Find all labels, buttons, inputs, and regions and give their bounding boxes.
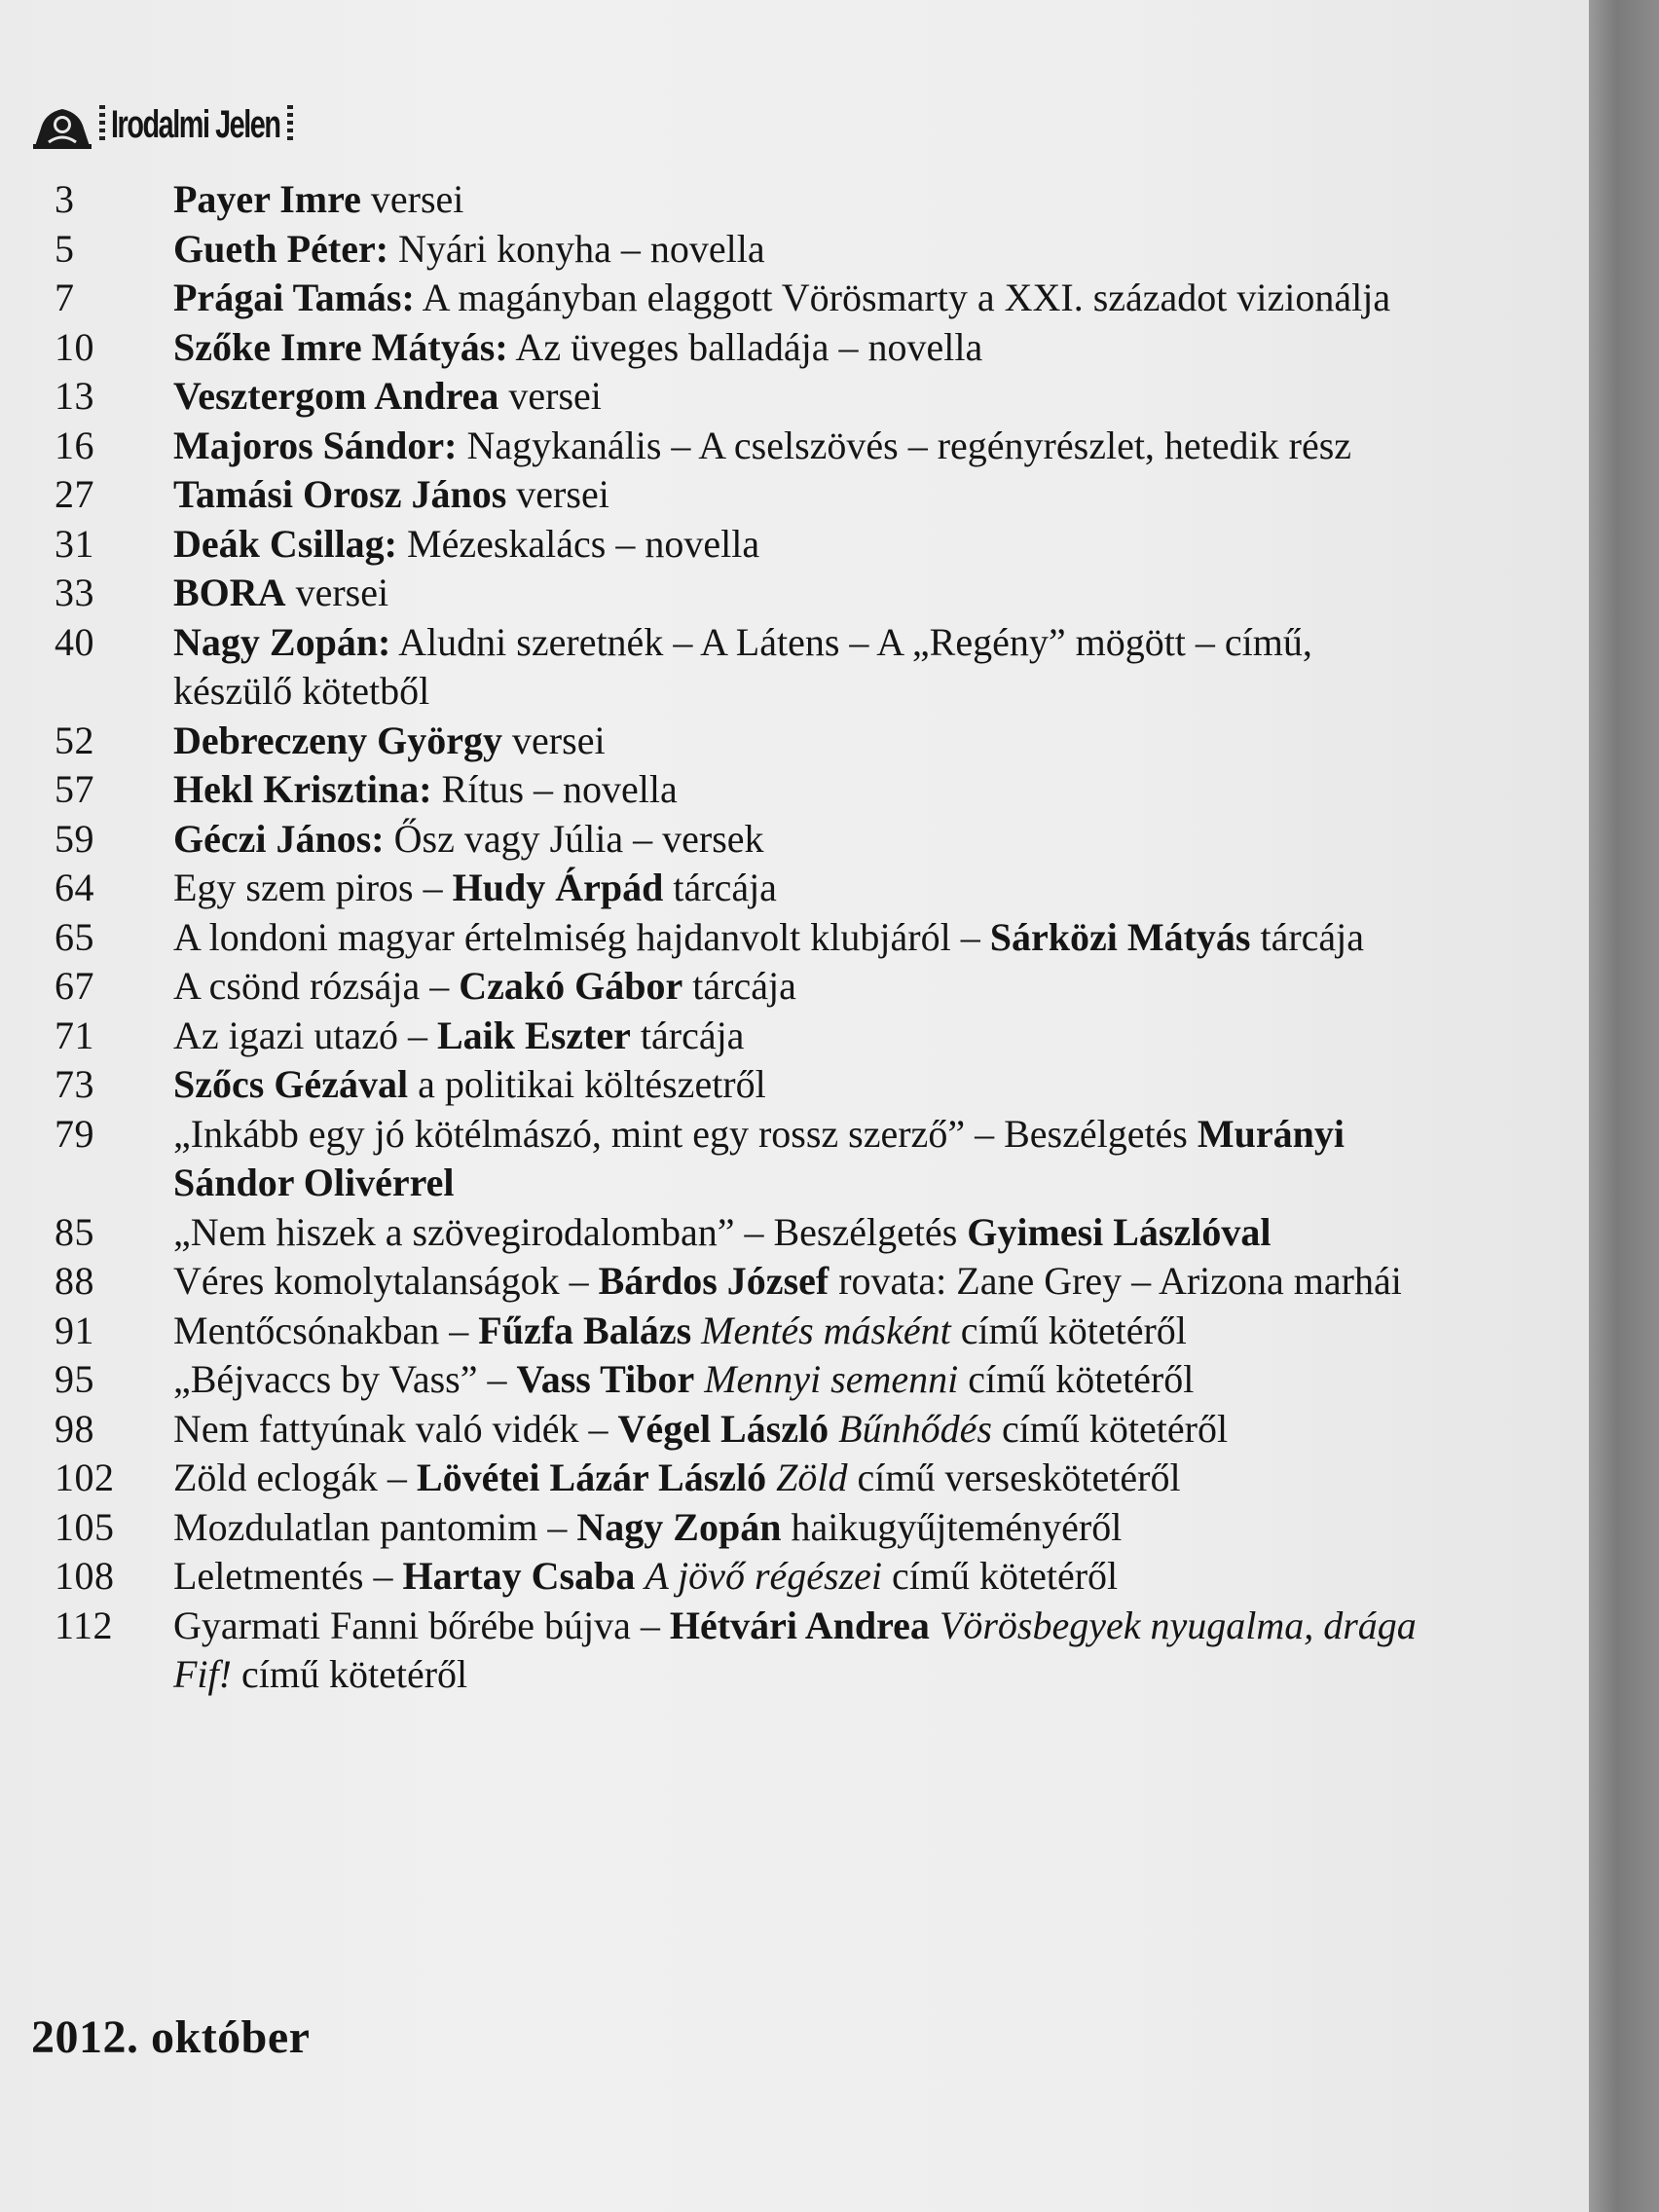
toc-entry: [55, 1012, 1437, 1061]
toc-text: című kötetéről: [991, 1406, 1229, 1451]
toc-text: Véres komolytalanságok –: [173, 1259, 599, 1303]
toc-author: Gueth Péter:: [173, 226, 389, 271]
toc-page-number: 64: [55, 866, 94, 909]
toc-page-number: 71: [55, 1013, 94, 1057]
toc-entry: [55, 913, 1437, 963]
toc-title: [173, 225, 1437, 275]
toc-text: című kötetéről: [882, 1554, 1119, 1598]
toc-title: [173, 569, 1437, 618]
toc-text: A csönd rózsája –: [173, 964, 460, 1008]
toc-author: Hartay Csaba: [402, 1554, 636, 1598]
toc-title: [173, 1503, 1437, 1553]
toc-title: [173, 1405, 1437, 1455]
toc-title: [173, 815, 1437, 865]
toc-page-number: 65: [55, 914, 94, 959]
toc-text: Leletmentés –: [173, 1554, 403, 1598]
toc-text: Nem fattyúnak való vidék –: [173, 1406, 618, 1451]
toc-author: Vass Tibor: [516, 1357, 695, 1401]
toc-entry: [55, 1060, 1437, 1110]
toc-title: [173, 1060, 1437, 1110]
toc-text: Zöld eclogák –: [173, 1456, 417, 1499]
toc-author: Hétvári Andrea: [669, 1603, 930, 1647]
toc-entry: [55, 1208, 1437, 1258]
toc-page-number: 88: [55, 1259, 94, 1303]
toc-page-number: 59: [55, 816, 94, 861]
toc-author: Tamási Orosz János: [173, 472, 507, 516]
toc-book-title: Vörösbegyek nyugalma, drága Fif!: [173, 1603, 1417, 1696]
toc-author: Laik Eszter: [437, 1013, 631, 1057]
toc-page-number: 10: [55, 324, 94, 369]
toc-title: [173, 913, 1437, 963]
lion-crest-icon: [31, 99, 93, 150]
toc-title: [173, 1552, 1437, 1602]
toc-title: [173, 323, 1437, 373]
toc-text: haikugyűjteményéről: [781, 1504, 1123, 1549]
toc-text: című verseskötetéről: [847, 1456, 1181, 1499]
masthead: [31, 97, 293, 152]
toc-text: című kötetéről: [231, 1652, 468, 1696]
toc-entry: [55, 864, 1437, 913]
masthead-ornament-right: [287, 105, 293, 144]
toc-entry: [55, 1110, 1437, 1208]
toc-author: Deák Csillag:: [173, 521, 397, 566]
toc-author: Szőcs Gézával: [173, 1062, 409, 1106]
toc-text: versei: [285, 571, 389, 614]
toc-text: Nagykanális – A cselszövés – regényrészlet, hetedik rész: [457, 423, 1352, 467]
toc-author: Hudy Árpád: [452, 866, 664, 909]
toc-title: [173, 618, 1437, 717]
toc-title: [173, 470, 1437, 520]
toc-book-title: Bűnhődés: [838, 1406, 992, 1451]
toc-text: Ősz vagy Júlia – versek: [384, 816, 764, 861]
masthead-title: Irodalmi Jelen: [111, 102, 280, 146]
toc-book-title: A jövő régészei: [645, 1554, 883, 1598]
toc-author: Majoros Sándor:: [173, 423, 458, 467]
toc-text: [930, 1604, 940, 1647]
toc-page-number: 73: [55, 1062, 94, 1106]
toc-author: Murányi Sándor Olivérrel: [173, 1111, 1345, 1204]
toc-text: A magányban elaggott Vörösmarty a XXI. századot vizionálja: [414, 276, 1391, 319]
toc-page-number: 95: [55, 1357, 94, 1401]
toc-text: versei: [498, 374, 602, 418]
toc-page-number: 108: [55, 1554, 115, 1598]
toc-entry: [55, 422, 1437, 471]
toc-page-number: 52: [55, 718, 94, 762]
toc-entry: [55, 323, 1437, 373]
toc-page-number: 7: [55, 276, 75, 319]
toc-author: Gyimesi Lászlóval: [967, 1209, 1272, 1254]
toc-text: Gyarmati Fanni bőrébe bújva –: [173, 1603, 670, 1647]
toc-text: Mozdulatlan pantomim –: [173, 1504, 577, 1549]
toc-text: „Nem hiszek a szövegirodalomban” – Beszélgetés: [173, 1209, 968, 1254]
toc-page-number: 85: [55, 1209, 94, 1254]
toc-title: [173, 422, 1437, 471]
toc-page-number: 79: [55, 1111, 94, 1156]
toc-text: Mézeskalács – novella: [397, 521, 760, 566]
toc-entry: [55, 520, 1437, 570]
toc-title: [173, 1110, 1437, 1208]
toc-text: [766, 1456, 776, 1499]
toc-author: Hekl Krisztina:: [173, 767, 432, 811]
toc-entry: [55, 1503, 1437, 1553]
toc-text: Rítus – novella: [431, 767, 678, 811]
toc-page-number: 5: [55, 226, 75, 271]
toc-entry: [55, 618, 1437, 717]
toc-text: Mentőcsónakban –: [173, 1308, 479, 1352]
toc-entry: [55, 225, 1437, 275]
toc-text: tárcája: [630, 1013, 745, 1057]
toc-title: [173, 175, 1437, 225]
toc-page-number: 112: [55, 1603, 114, 1647]
toc-title: [173, 1454, 1437, 1503]
toc-title: [173, 1355, 1437, 1405]
toc-page-number: 31: [55, 521, 94, 566]
toc-entry: [55, 717, 1437, 766]
toc-author: Szőke Imre Mátyás:: [173, 324, 508, 369]
toc-book-title: Mennyi semenni: [704, 1357, 959, 1401]
toc-author: Prágai Tamás:: [173, 276, 415, 319]
toc-title: [173, 717, 1437, 766]
toc-author: Végel László: [617, 1406, 830, 1451]
toc-text: című kötetéről: [958, 1357, 1195, 1401]
toc-title: [173, 1602, 1437, 1700]
toc-entry: [55, 175, 1437, 225]
toc-entry: [55, 1454, 1437, 1503]
toc-page-number: 57: [55, 767, 94, 811]
toc-entry: [55, 1307, 1437, 1356]
toc-text: tárcája: [1250, 914, 1365, 959]
toc-title: [173, 1208, 1437, 1258]
toc-title: [173, 765, 1437, 815]
toc-text: Aludni szeretnék – A Látens – A „Regény” mögött – című, készülő kötetből: [173, 619, 1312, 713]
toc-text: című kötetéről: [950, 1308, 1187, 1352]
toc-text: a politikai költészetről: [408, 1062, 766, 1106]
toc-title: [173, 372, 1437, 422]
toc-author: Vesztergom Andrea: [173, 374, 499, 418]
toc-book-title: Zöld: [776, 1456, 848, 1499]
toc-title: [173, 274, 1437, 323]
issue-date: 2012. október: [31, 2011, 311, 2063]
toc-page-number: 91: [55, 1308, 94, 1352]
toc-title: [173, 1307, 1437, 1356]
toc-page-number: 67: [55, 964, 94, 1008]
toc-entry: [55, 765, 1437, 815]
toc-author: Czakó Gábor: [459, 964, 683, 1008]
toc-author: Bárdos József: [598, 1259, 830, 1303]
toc-author: BORA: [173, 571, 286, 614]
toc-title: [173, 520, 1437, 570]
toc-author: Payer Imre: [173, 177, 361, 221]
toc-page-number: 27: [55, 472, 94, 516]
toc-author: Fűzfa Balázs: [478, 1308, 692, 1352]
table-of-contents: [55, 175, 1437, 1700]
toc-text: tárcája: [682, 964, 796, 1008]
toc-text: Az igazi utazó –: [173, 1013, 437, 1057]
toc-text: rovata: Zane Grey – Arizona marhái: [829, 1259, 1402, 1303]
toc-text: Az üveges balladája – novella: [507, 324, 983, 369]
toc-page-number: 13: [55, 374, 94, 418]
toc-text: [635, 1554, 645, 1598]
toc-title: [173, 1257, 1437, 1307]
toc-text: A londoni magyar értelmiség hajdanvolt klubjáról –: [173, 914, 990, 959]
toc-title: [173, 864, 1437, 913]
toc-entry: [55, 569, 1437, 618]
toc-text: „Béjvaccs by Vass” –: [173, 1357, 517, 1401]
toc-author: Nagy Zopán: [576, 1504, 782, 1549]
toc-page-number: 3: [55, 177, 75, 221]
toc-book-title: Mentés másként: [701, 1308, 951, 1352]
toc-entry: [55, 962, 1437, 1012]
toc-author: Lövétei Lázár László: [416, 1456, 767, 1499]
toc-entry: [55, 815, 1437, 865]
toc-author: Debreczeny György: [173, 718, 503, 762]
toc-entry: [55, 470, 1437, 520]
toc-page-number: 16: [55, 423, 94, 467]
toc-entry: [55, 1552, 1437, 1602]
toc-entry: [55, 372, 1437, 422]
toc-page-number: 33: [55, 571, 94, 614]
toc-text: [691, 1309, 701, 1352]
toc-entry: [55, 1602, 1437, 1700]
toc-author: Géczi János:: [173, 816, 385, 861]
toc-text: versei: [502, 718, 606, 762]
toc-entry: [55, 1257, 1437, 1307]
toc-text: „Inkább egy jó kötélmászó, mint egy rossz szerző” – Beszélgetés: [173, 1111, 1198, 1156]
masthead-ornament-left: [99, 105, 105, 144]
toc-title: [173, 1012, 1437, 1061]
toc-text: [829, 1407, 838, 1451]
toc-entry: [55, 1355, 1437, 1405]
toc-text: versei: [360, 177, 464, 221]
toc-author: Sárközi Mátyás: [989, 914, 1251, 959]
toc-entry: [55, 1405, 1437, 1455]
toc-text: versei: [506, 472, 609, 516]
toc-author: Nagy Zopán:: [173, 619, 391, 664]
toc-title: [173, 962, 1437, 1012]
toc-page-number: 102: [55, 1456, 115, 1499]
toc-text: Nyári konyha – novella: [388, 226, 765, 271]
toc-text: tárcája: [663, 866, 777, 909]
toc-page-number: 40: [55, 619, 94, 664]
page-edge-shadow: [1589, 0, 1659, 2212]
toc-entry: [55, 274, 1437, 323]
toc-text: Egy szem piros –: [173, 866, 453, 909]
toc-page-number: 105: [55, 1504, 115, 1549]
toc-page-number: 98: [55, 1406, 94, 1451]
toc-text: [694, 1357, 704, 1401]
